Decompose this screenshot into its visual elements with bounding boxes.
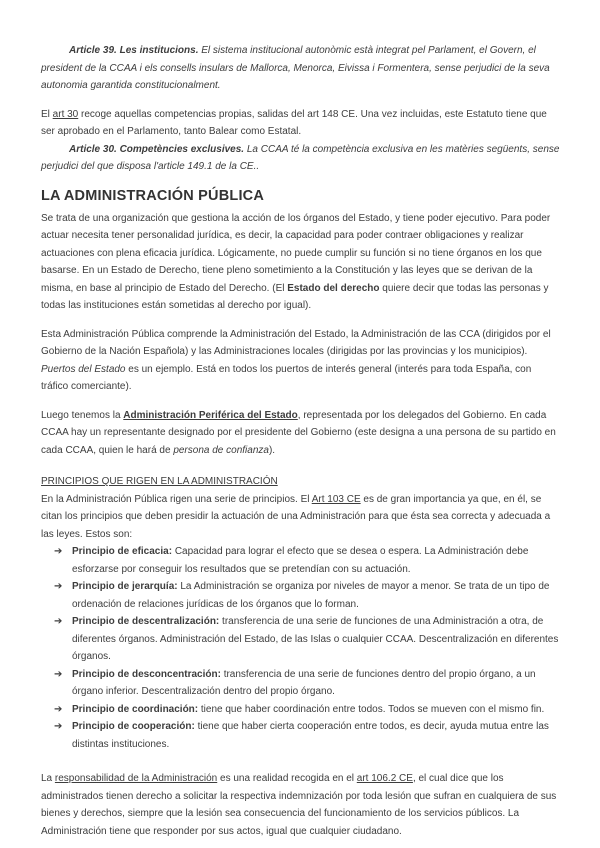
underlined-text: responsabilidad de la Administración [54,773,218,784]
list-item [41,701,560,719]
text-run: Esta Administración Pública comprende la Administración del Estado, la Administración de las CCA (dirigidos por el Gobierno de la Nación Española) y las Administraciones locales (dirigidas por las provincias y los municipios). [41,328,551,357]
text-run: La [41,773,55,784]
underlined-text: art 106.2 CE [356,773,413,784]
list-item-text [72,546,528,575]
text-run: tiene que haber coordinación entre todos. Todos se mueven con el mismo fin. [198,703,545,715]
text-run: Luego tenemos la [41,409,124,421]
text-run: es una realidad recogida en el [217,773,357,784]
text-run: Estado del derecho [287,282,380,294]
arrow-bullet-icon: ➔ [54,721,63,732]
arrow-bullet-icon: ➔ [54,703,63,715]
text-run: Article 39. Les institucions. [69,45,202,56]
text-run: quiere decir que todas las personas y todas las instituciones están sometidas al derecho por igual). [41,282,549,311]
text-run: ). [268,444,276,456]
list-item [41,666,560,701]
paragraph-responsabilidad [41,770,560,840]
list-item [41,718,560,753]
text-run: La Administración se organiza por niveles de mayor a menor. Se trata de un tipo de ordenación de relaciones jurídicas de los órganos que lo forman. [72,581,550,610]
arrow-bullet-icon: ➔ [54,668,63,680]
text-run: Capacidad para lograr el efecto que se desea o espera. La Administración debe esforzarse por conseguir los resultados que se pretendían con su actuación. [72,546,529,575]
text-run: El [41,108,53,120]
list-item [41,613,560,666]
underlined-text: art 30 [52,108,79,120]
text-run: PRINCIPIOS QUE RIGEN EN LA ADMINISTRACIÓN [41,476,278,487]
document-content [41,42,560,840]
underlined-text: Administración Periférica del Estado [123,409,298,421]
text-run: , representada por los delegados del Gobierno. En cada CCAA hay un representante designado por el presidente del Gobierno (este designa a una persona de su partido en cada CCAA, quien le hará de [41,409,556,456]
text-run: es de gran importancia ya que, en él, se citan los principios que deben presidir la actuación de una Administración para que ésta sea correcta y adecuada a las leyes. Estos son: [41,493,551,540]
paragraph-article-30 [41,141,560,176]
paragraph-administracion-periferica [41,407,560,460]
text-run: Se trata de una organización que gestiona la acción de los órganos del Estado, y tiene poder ejecutivo. Para poder actuar necesita tener personalidad jurídica, es decir, la capacidad para poder contraer obligaciones y realizar actuaciones con plena eficacia jurídica. Lógicamente, no puede cumplir su función si no tiene órganos en los que basarse. En un Estado de Derecho, tiene pleno sometimiento a la Constitución y las leyes que se derivan de la misma, en base al principio de Estado del Derecho. (El [41,212,551,294]
text-run: Puertos del Estado [41,363,126,375]
text-run: Principio de coordinación: [72,703,199,715]
text-run: Article 30. Competències exclusives. [69,143,247,155]
paragraph-article-39 [41,42,560,95]
text-run: Principio de desconcentración: [72,668,221,680]
principios-list [41,543,560,753]
text-run: Principio de cooperación: [72,721,195,732]
section-title-administracion-publica [41,187,560,205]
arrow-bullet-icon: ➔ [54,581,63,592]
text-run: Principio de descentralización: [72,616,220,627]
list-item [41,578,560,613]
paragraph-esta-administracion [41,326,560,396]
text-run: Principio de eficacia: [72,546,173,557]
list-item-text [72,721,549,750]
text-run: transferencia de una serie de funciones de una Administración a otra, de diferentes órganos. Administración del Estado, de las Islas o cualquier CCAA. Descentralización en diferentes órganos. [72,616,559,662]
subsection-title-principios [41,473,560,491]
text-run: transferencia de una serie de funciones dentro del propio órgano, a un órgano inferior. Descentralización dentro del propio órgano. [72,668,536,697]
arrow-bullet-icon: ➔ [54,616,63,627]
text-run: persona de confianza [173,444,269,456]
paragraph-art-30 [41,106,560,141]
list-item [41,543,560,578]
paragraph-principios-intro [41,491,560,544]
text-run: La CCAA té la competència exclusiva en les matèries següents, sense perjudici del que disposa l'article 149.1 de la CE.. [41,143,560,172]
list-item-text [72,704,544,715]
list-item-text [72,581,549,610]
text-run: recoge aquellas competencias propias, salidas del art 148 CE. Una vez incluidas, este Estatuto tiene que ser aprobado en el Parlamento, tanto Balear como Estatal. [41,108,547,137]
text-run: LA ADMINISTRACIÓN PÚBLICA [41,187,265,204]
list-item-text [72,669,536,698]
underlined-text: Art 103 CE [311,493,361,505]
text-run: Principio de jerarquía: [72,581,178,592]
text-run: es un ejemplo. Está en todos los puertos de interés general (interés para toda España, con tráfico comerciante). [41,363,532,392]
paragraph-se-trata [41,210,560,315]
text-run: En la Administración Pública rigen una serie de principios. El [41,493,312,505]
text-run: El sistema institucional autonòmic està integrat pel Parlament, el Govern, el president de la CCAA i els consells insulars de Mallorca, Menorca, Eivissa i Formentera, sense perjudici de la seva autonomia garantida constitucionalment. [41,45,550,91]
list-item-text [72,616,558,662]
text-run: , el cual dice que los administrados tienen derecho a solicitar la respectiva indemnización por toda lesión que sufran en cualquiera de sus bienes y derechos, siempre que la lesión sea consecuencia del funcionamiento de los servicios públicos. La Administración tiene que responder por sus actos, igual que cualquier ciudadano. [41,773,557,837]
text-run: tiene que haber cierta cooperación entre todos, es decir, ayuda mutua entre las distintas instituciones. [72,721,549,750]
arrow-bullet-icon: ➔ [54,546,63,557]
